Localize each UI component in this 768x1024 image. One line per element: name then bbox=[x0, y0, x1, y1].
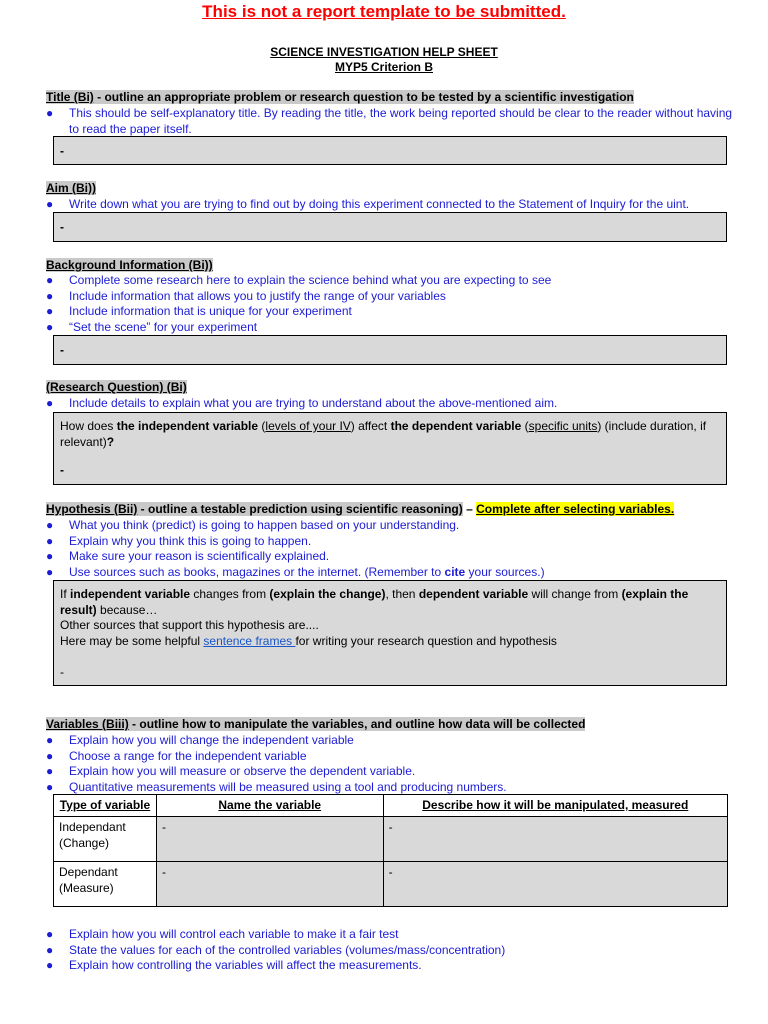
hypothesis-box[interactable]: If independent variable changes from (explain the change), then dependent variable will change from (explain the result) because… Other sources that support this hypothesis are.... Here may be some helpful sentence frames for writing your research question and hypothesis - bbox=[53, 580, 727, 686]
variables-table bbox=[53, 794, 728, 907]
bullet-icon: ● bbox=[46, 288, 54, 303]
list-item: ● Make sure your reason is scientifically explained. bbox=[46, 549, 330, 563]
list-item: ● Quantitative measurements will be measured using a tool and producing numbers. bbox=[46, 779, 507, 794]
bullet-icon: ● bbox=[46, 197, 54, 211]
bullet-icon: ● bbox=[46, 518, 54, 532]
bullet-icon: ● bbox=[46, 533, 54, 548]
hypothesis-template: If independent variable changes from (explain the change), then dependent variable will change from (explain the result) because… Other sources that support this hypothesis are.... Here may be some helpful sentence frames for writing your research question and hypothesis bbox=[60, 587, 689, 648]
bullet-icon: ● bbox=[46, 549, 54, 563]
bullet-icon: ● bbox=[46, 564, 54, 579]
list-item: ● Explain why you think this is going to happen. bbox=[46, 533, 312, 548]
table-cell: Independant (Change) bbox=[54, 817, 157, 862]
research-question-heading: (Research Question) (Bi) bbox=[46, 380, 187, 394]
title-heading bbox=[46, 90, 634, 105]
table-header-row bbox=[54, 795, 728, 817]
background-answer-box[interactable]: - bbox=[53, 335, 727, 365]
bullet-icon: ● bbox=[46, 942, 54, 957]
bullet-icon: ● bbox=[46, 319, 54, 334]
control-bullets bbox=[46, 927, 736, 974]
list-item: ● Include information that allows you to justify the range of your variables bbox=[46, 288, 446, 303]
bullet-icon: ● bbox=[46, 273, 54, 287]
title-label: Title (Bi) bbox=[46, 90, 94, 104]
background-bullets bbox=[46, 273, 736, 335]
list-item: ● State the values for each of the controlled variables (volumes/mass/concentration) bbox=[46, 942, 506, 957]
list-item: ● Use sources such as books, magazines or the internet. (Remember to cite your sources.) bbox=[46, 564, 545, 579]
list-item: ● “Set the scene” for your experiment bbox=[46, 319, 258, 334]
list-item: ● Choose a range for the independent variable bbox=[46, 748, 307, 763]
list-item: ● Explain how controlling the variables will affect the measurements. bbox=[46, 958, 422, 972]
list-item: ● Include information that is unique for your experiment bbox=[46, 304, 352, 318]
list-item: ● This should be self-explanatory title. By reading the title, the work being reported should be clear to the reader without having to read the paper itself. bbox=[46, 106, 733, 136]
hypothesis-heading: Hypothesis (Bii) - outline a testable prediction using scientific reasoning) – Complete after selecting variables. bbox=[46, 502, 675, 516]
research-question-bullets bbox=[46, 396, 736, 412]
disclaimer-banner: This is not a report template to be submitted. bbox=[202, 2, 566, 21]
table-cell[interactable]: - bbox=[383, 862, 727, 907]
bullet-icon: ● bbox=[46, 733, 54, 747]
list-item: ● Write down what you are trying to find out by doing this experiment connected to the Statement of Inquiry for the uint. bbox=[46, 197, 690, 211]
table-row bbox=[54, 817, 728, 862]
table-cell[interactable]: - bbox=[156, 862, 383, 907]
variables-heading: Variables (Biii) - outline how to manipulate the variables, and outline how data will be collected bbox=[46, 717, 586, 731]
variables-bullets bbox=[46, 733, 736, 795]
bullet-icon: ● bbox=[46, 958, 54, 972]
list-item: ● Include details to explain what you are trying to understand about the above-mentioned aim. bbox=[46, 396, 558, 410]
table-header: Describe how it will be manipulated, measured bbox=[383, 795, 727, 817]
document-title: SCIENCE INVESTIGATION HELP SHEET bbox=[270, 45, 498, 59]
bullet-icon: ● bbox=[46, 304, 54, 318]
hypothesis-bullets bbox=[46, 518, 736, 580]
document-subtitle: MYP5 Criterion B bbox=[334, 60, 433, 74]
table-cell[interactable]: - bbox=[156, 817, 383, 862]
aim-answer-box[interactable]: - bbox=[53, 212, 727, 242]
sentence-frames-link[interactable]: sentence frames bbox=[203, 633, 296, 648]
bullet-icon: ● bbox=[46, 927, 54, 941]
table-cell: Dependant (Measure) bbox=[54, 862, 157, 907]
background-heading: Background Information (Bi)) bbox=[46, 258, 213, 272]
research-question-template: How does the independent variable (levels of your IV) affect the dependent variable (specific units) (include duration, if relevant)? bbox=[60, 419, 707, 449]
table-row bbox=[54, 862, 728, 907]
aim-bullets bbox=[46, 197, 736, 213]
title-desc: - outline an appropriate problem or research question to be tested by a scientific investigation bbox=[93, 90, 634, 104]
aim-heading: Aim (Bi)) bbox=[46, 181, 96, 195]
table-header: Name the variable bbox=[156, 795, 383, 817]
research-question-box[interactable]: How does the independent variable (levels of your IV) affect the dependent variable (specific units) (include duration, if relevant)? - bbox=[53, 412, 727, 485]
title-answer-box[interactable]: - bbox=[53, 136, 727, 165]
bullet-icon: ● bbox=[46, 106, 54, 120]
list-item: ● Complete some research here to explain the science behind what you are expecting to see bbox=[46, 273, 552, 287]
table-header: Type of variable bbox=[54, 795, 157, 817]
bullet-icon: ● bbox=[46, 764, 54, 778]
list-item: ● What you think (predict) is going to happen based on your understanding. bbox=[46, 518, 460, 532]
title-bullets bbox=[46, 106, 736, 137]
bullet-icon: ● bbox=[46, 396, 54, 410]
list-item: ● Explain how you will change the independent variable bbox=[46, 733, 354, 747]
list-item: ● Explain how you will control each variable to make it a fair test bbox=[46, 927, 399, 941]
bullet-icon: ● bbox=[46, 748, 54, 763]
table-cell[interactable]: - bbox=[383, 817, 727, 862]
bullet-icon: ● bbox=[46, 779, 54, 794]
list-item: ● Explain how you will measure or observe the dependent variable. bbox=[46, 764, 416, 778]
hypothesis-note: Complete after selecting variables. bbox=[476, 502, 675, 516]
